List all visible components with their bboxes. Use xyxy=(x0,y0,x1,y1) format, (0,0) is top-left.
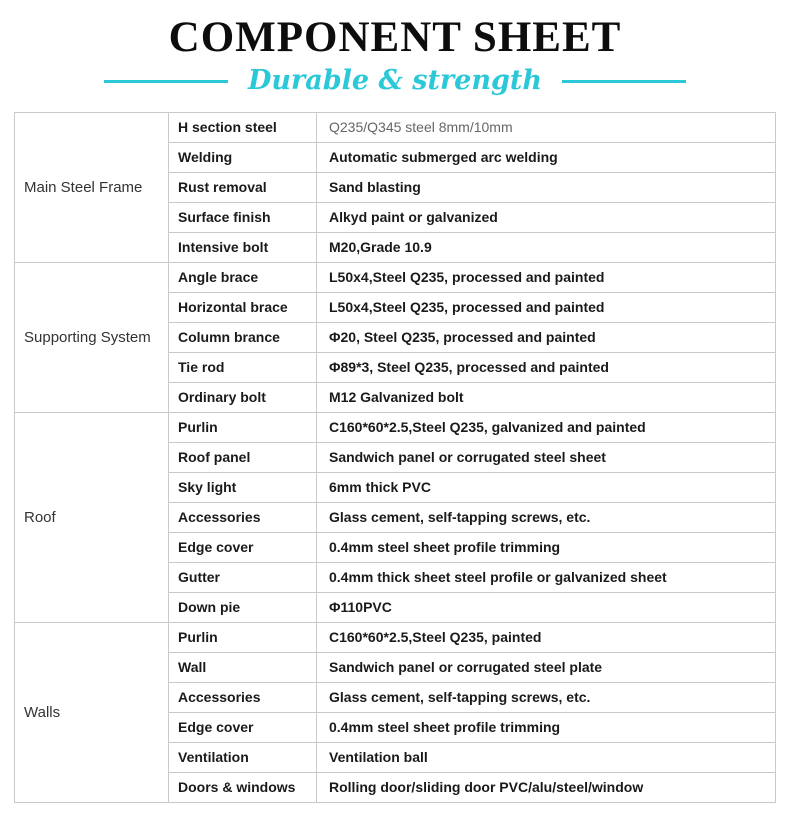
table-row xyxy=(15,112,776,142)
category-cell-main-steel-frame: Main Steel Frame xyxy=(15,112,169,262)
component-cell: Edge cover xyxy=(169,712,317,742)
description-cell: Glass cement, self-tapping screws, etc. xyxy=(317,682,776,712)
description-cell: Alkyd paint or galvanized xyxy=(317,202,776,232)
description-cell: Q235/Q345 steel 8mm/10mm xyxy=(317,112,776,142)
description-cell: Φ20, Steel Q235, processed and painted xyxy=(317,322,776,352)
component-cell: Purlin xyxy=(169,622,317,652)
table-row xyxy=(15,622,776,652)
component-cell: Edge cover xyxy=(169,532,317,562)
component-cell: H section steel xyxy=(169,112,317,142)
category-cell-roof: Roof xyxy=(15,412,169,622)
page-header xyxy=(0,14,790,98)
right-accent-line xyxy=(562,80,686,83)
description-cell: 6mm thick PVC xyxy=(317,472,776,502)
description-cell: Rolling door/sliding door PVC/alu/steel/window xyxy=(317,772,776,802)
component-cell: Angle brace xyxy=(169,262,317,292)
table-row xyxy=(15,412,776,442)
component-cell: Roof panel xyxy=(169,442,317,472)
component-cell: Ordinary bolt xyxy=(169,382,317,412)
page-subtitle: Durable & strength xyxy=(248,65,542,97)
description-cell: Automatic submerged arc welding xyxy=(317,142,776,172)
description-cell: M20,Grade 10.9 xyxy=(317,232,776,262)
component-cell: Purlin xyxy=(169,412,317,442)
component-cell: Sky light xyxy=(169,472,317,502)
description-cell: Φ110PVC xyxy=(317,592,776,622)
description-cell: L50x4,Steel Q235, processed and painted xyxy=(317,262,776,292)
component-cell: Accessories xyxy=(169,682,317,712)
page-title: COMPONENT SHEET xyxy=(168,14,622,61)
description-cell: 0.4mm steel sheet profile trimming xyxy=(317,712,776,742)
description-cell: M12 Galvanized bolt xyxy=(317,382,776,412)
description-cell: Sand blasting xyxy=(317,172,776,202)
component-cell: Ventilation xyxy=(169,742,317,772)
category-cell-walls: Walls xyxy=(15,622,169,802)
component-cell: Welding xyxy=(169,142,317,172)
description-cell: Ventilation ball xyxy=(317,742,776,772)
table-row xyxy=(15,262,776,292)
left-accent-line xyxy=(104,80,228,83)
component-cell: Rust removal xyxy=(169,172,317,202)
description-cell: Glass cement, self-tapping screws, etc. xyxy=(317,502,776,532)
description-cell: Φ89*3, Steel Q235, processed and painted xyxy=(317,352,776,382)
component-cell: Gutter xyxy=(169,562,317,592)
component-cell: Wall xyxy=(169,652,317,682)
component-cell: Doors & windows xyxy=(169,772,317,802)
component-cell: Intensive bolt xyxy=(169,232,317,262)
subtitle-row xyxy=(0,65,790,97)
component-cell: Tie rod xyxy=(169,352,317,382)
description-cell: 0.4mm steel sheet profile trimming xyxy=(317,532,776,562)
component-cell: Horizontal brace xyxy=(169,292,317,322)
component-cell: Surface finish xyxy=(169,202,317,232)
description-cell: Sandwich panel or corrugated steel sheet xyxy=(317,442,776,472)
description-cell: C160*60*2.5,Steel Q235, galvanized and painted xyxy=(317,412,776,442)
description-cell: C160*60*2.5,Steel Q235, painted xyxy=(317,622,776,652)
component-cell: Accessories xyxy=(169,502,317,532)
description-cell: 0.4mm thick sheet steel profile or galvanized sheet xyxy=(317,562,776,592)
component-cell: Down pie xyxy=(169,592,317,622)
description-cell: L50x4,Steel Q235, processed and painted xyxy=(317,292,776,322)
description-cell: Sandwich panel or corrugated steel plate xyxy=(317,652,776,682)
category-cell-supporting-system: Supporting System xyxy=(15,262,169,412)
component-cell: Column brance xyxy=(169,322,317,352)
component-table xyxy=(14,112,776,803)
